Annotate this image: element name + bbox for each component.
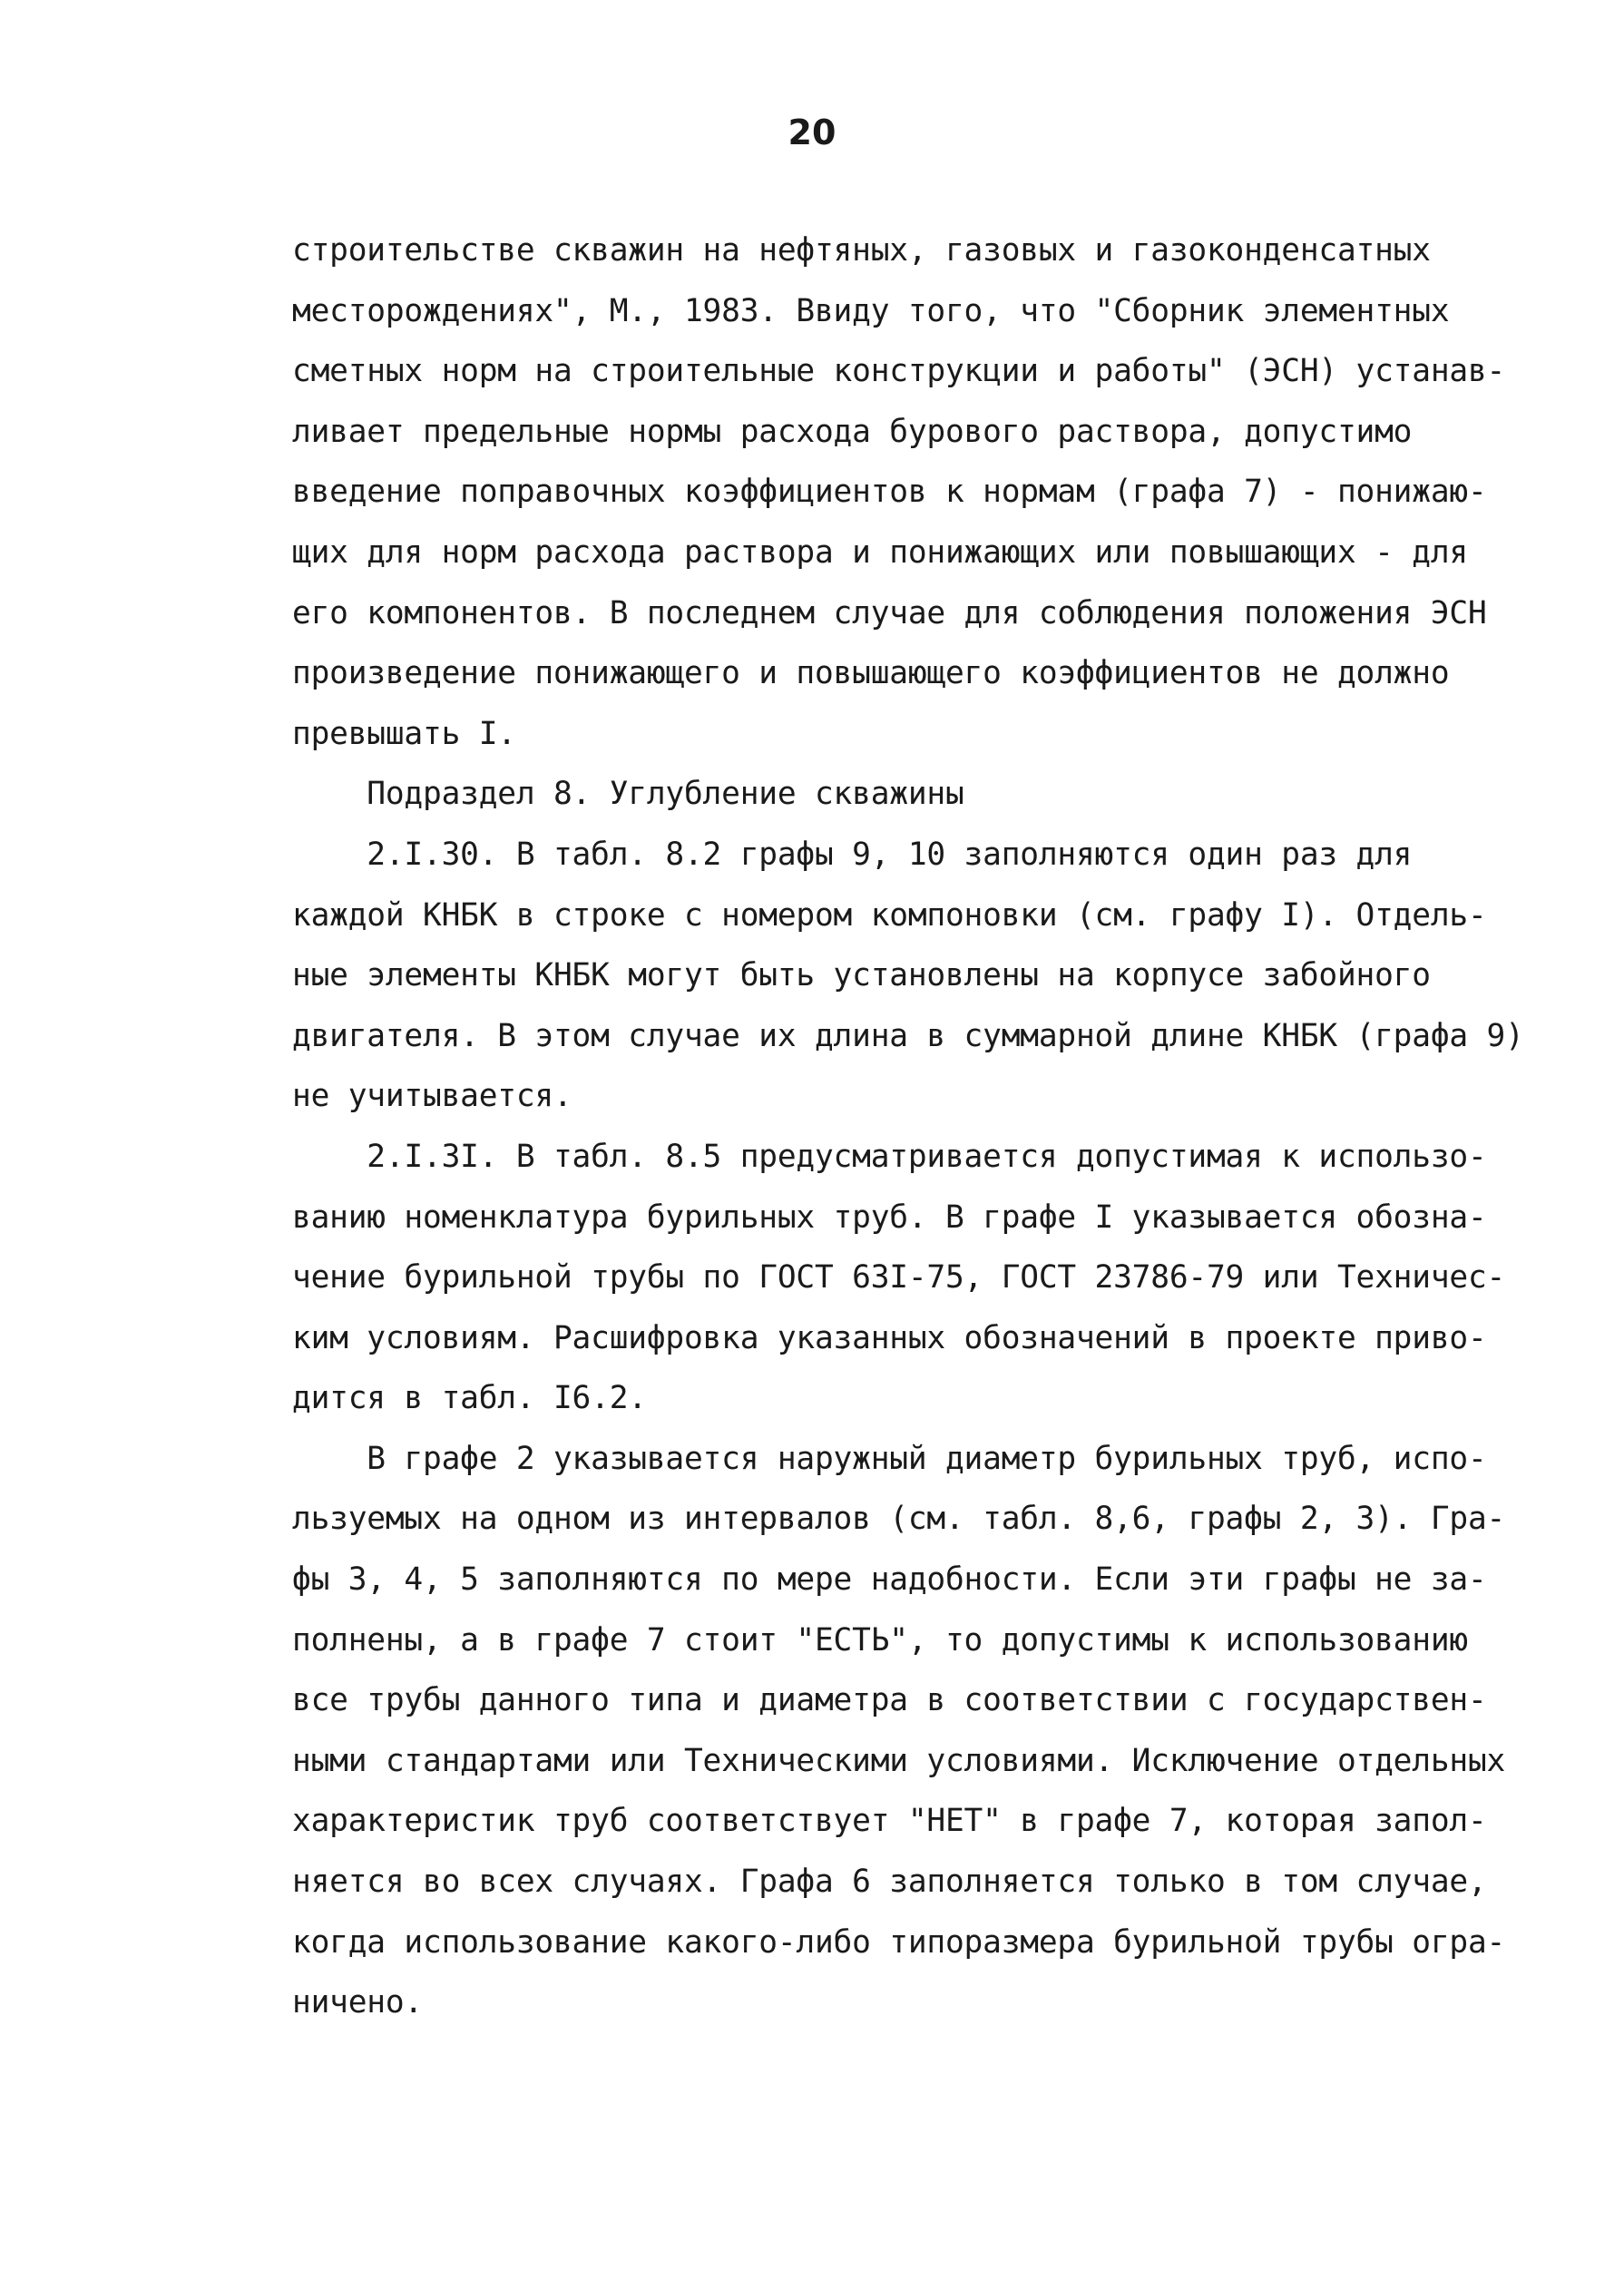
text-line: ными стандартами или Техническими условиями. Исключение отдельных [292,1742,1506,1779]
text-line: полнены, а в графе 7 стоит "ЕСТЬ", то допустимы к использованию [292,1621,1468,1658]
text-line: ванию номенклатура бурильных труб. В графе I указывается обозна- [292,1199,1487,1236]
body-text [292,220,1526,2033]
text-line: фы 3, 4, 5 заполняются по мере надобности. Если эти графы не за- [292,1561,1487,1599]
section-heading: Подраздел 8. Углубление скважины [292,776,964,813]
text-line: ливает предельные нормы расхода бурового раствора, допустимо [292,413,1413,450]
text-line: В графе 2 указывается наружный диаметр бурильных труб, испо- [292,1440,1487,1477]
text-line: 2.I.3I. В табл. 8.5 предусматривается допустимая к использо- [292,1138,1487,1175]
text-line: когда использование какого-либо типоразмера бурильной трубы огра- [292,1923,1506,1961]
text-line: няется во всех случаях. Графа 6 заполняется только в том случае, [292,1864,1487,1901]
text-line: все трубы данного типа и диаметра в соответствии с государствен- [292,1682,1487,1719]
text-line: дится в табл. I6.2. [292,1380,647,1417]
text-line: введение поправочных коэффициентов к нормам (графа 7) - понижаю- [292,474,1487,511]
text-line: двигателя. В этом случае их длина в суммарной длине КНБК (графа 9) [292,1017,1524,1054]
text-line: характеристик труб соответствует "НЕТ" в графе 7, которая запол- [292,1803,1487,1840]
text-line: сметных норм на строительные конструкции и работы" (ЭСН) устанав- [292,353,1506,390]
text-line: не учитывается. [292,1078,572,1115]
text-line: льзуемых на одном из интервалов (см. табл. 8,6, графы 2, 3). Гра- [292,1501,1506,1538]
text-line: строительстве скважин на нефтяных, газовых и газоконденсатных [292,232,1431,269]
text-line: месторождениях", М., 1983. Ввиду того, что "Сборник элементных [292,292,1450,329]
page-number: 20 [788,113,836,152]
text-line: 2.I.30. В табл. 8.2 графы 9, 10 заполняются один раз для [292,836,1413,873]
text-line: ким условиям. Расшифровка указанных обозначений в проекте приво- [292,1319,1487,1356]
text-line: чение бурильной трубы по ГОСТ 63I-75, ГОСТ 23786-79 или Техничес- [292,1259,1506,1296]
text-line: его компонентов. В последнем случае для соблюдения положения ЭСН [292,594,1487,631]
text-line: каждой КНБК в строке с номером компоновки (см. графу I). Отдель- [292,896,1487,934]
text-line: ные элементы КНБК могут быть установлены на корпусе забойного [292,957,1431,994]
text-line: произведение понижающего и повышающего коэффициентов не должно [292,655,1450,692]
text-line: превышать I. [292,715,516,752]
text-line: щих для норм расхода раствора и понижающих или повышающих - для [292,533,1468,571]
text-line: ничено. [292,1984,423,2021]
